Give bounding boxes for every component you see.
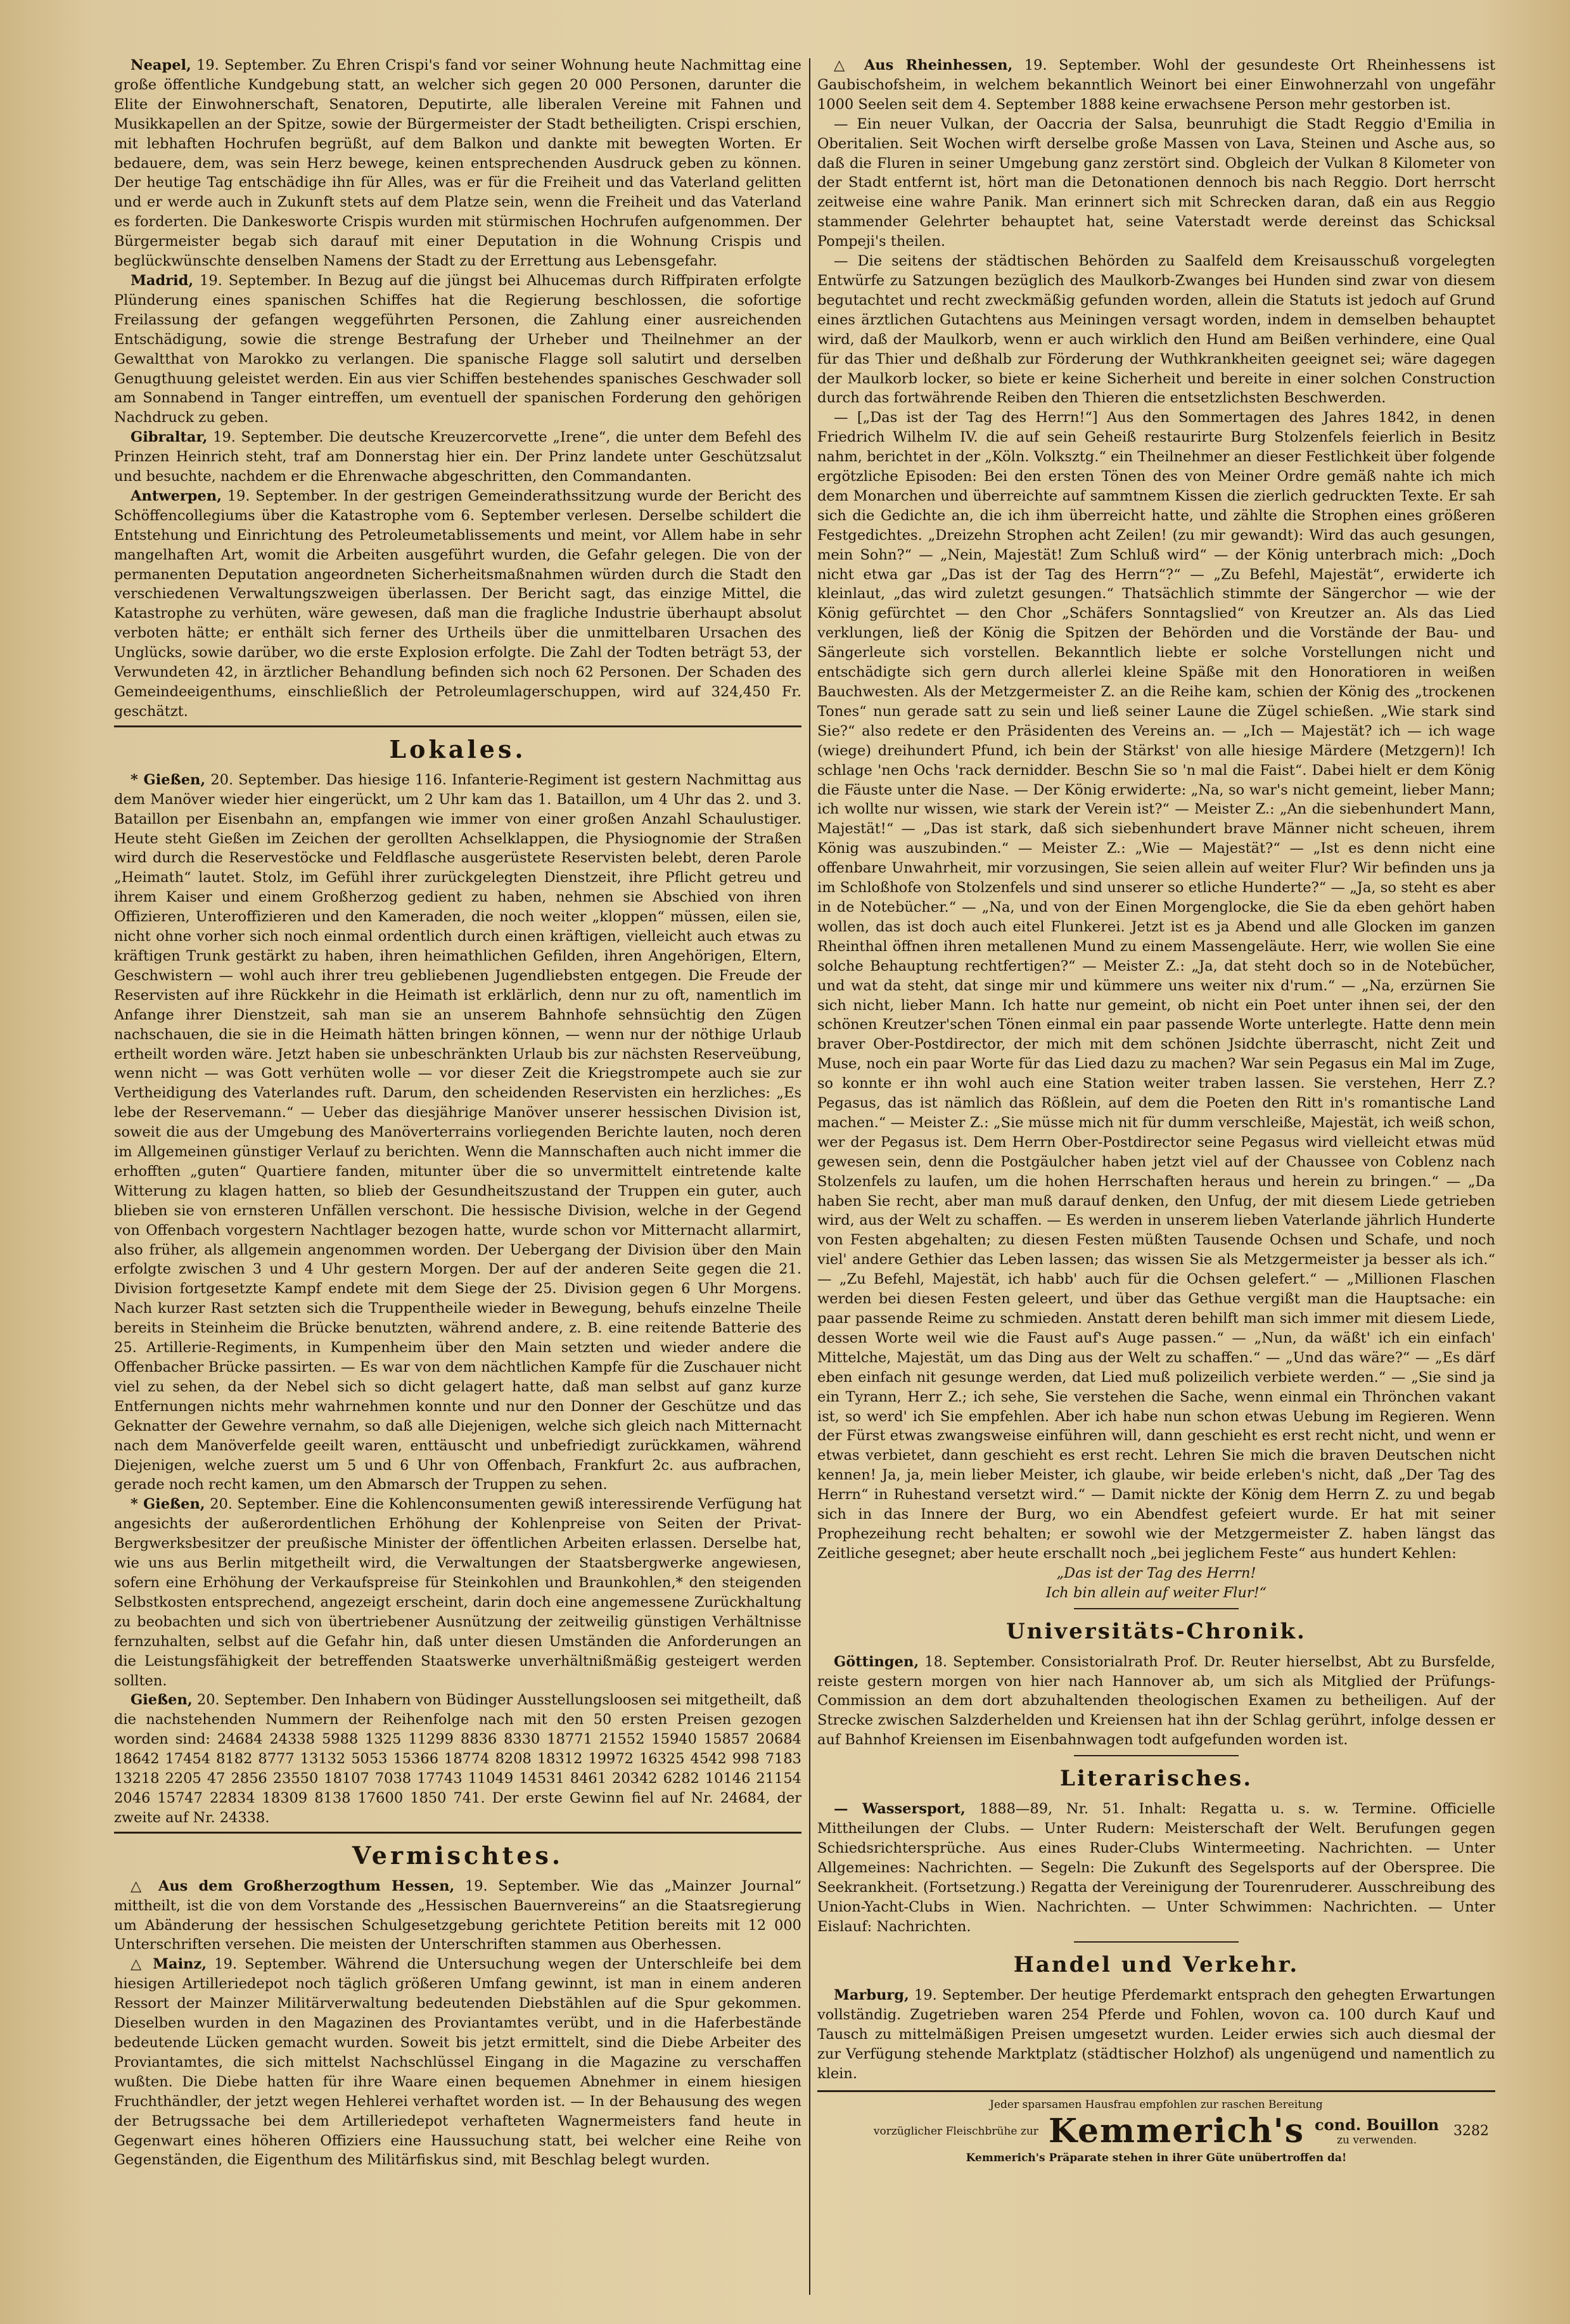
section-rule: [114, 1832, 801, 1834]
handel-section: [817, 1986, 1495, 2084]
left-column: [114, 56, 801, 2261]
article-dateline: △ Aus dem Großherzogthum Hessen,: [131, 1877, 455, 1894]
section-rule: [114, 725, 801, 727]
right-column: [817, 56, 1495, 2261]
article-text: 18. September. Consistorialrath Prof. Dr. Reuter hierselbst, Abt zu Bursfelde, reiste gestern morgen von hier nach Hannover ab, um sich als Mitglied der Prüfungs-Commission an dem dort abzuhaltenden theologischen Examen zu betheiligen. Auf der Strecke zwischen Salzderhelden und Kreiensen hat ihn der Schlag gerührt, infolge dessen er auf Bahnhof Kreiensen im Eisenbahnwagen todt aufgefunden worden ist.: [817, 1653, 1495, 1749]
lokales-heading: Lokales.: [389, 734, 527, 763]
verse-line: Ich bin allein auf weiter Flur!“: [1045, 1584, 1267, 1601]
article-paragraph: [817, 56, 1495, 115]
chronik-heading: Universitäts-Chronik.: [1006, 1618, 1306, 1644]
ad-left-text: vorzüglicher Fleischbrühe zur: [873, 2125, 1038, 2138]
article-paragraph: [114, 487, 801, 722]
article-paragraph: [817, 1652, 1495, 1751]
verse-line: „Das ist der Tag des Herrn!: [1056, 1564, 1256, 1581]
article-paragraph: [817, 252, 1495, 408]
article-paragraph: [114, 428, 801, 487]
vermischtes-heading: Vermischtes.: [352, 1841, 564, 1870]
article-dateline: Neapel,: [131, 57, 191, 73]
article-text: — Die seitens der städtischen Behörden zu Saalfeld dem Kreisausschuß vorgelegten Entwürfe zu Satzungen bezüglich des Maulkorb-Zwanges bei Hunden sind zwar von diesem begutachtet und recht zweckmäßig gefunden worden, allein die Statuts ist jedoch auf Grund eines ärztlichen Gutachtens aus Meiningen versagt worden, indem in demselben behauptet wird, daß der Maulkorb, wenn er auch wirklich den Hund am Beißen verhindere, eine Qual für das Thier und deßhalb zur Förderung der Wuthkrankheiten geeignet sei; wäre dagegen der Maulkorb locker, so biete er keine Sicherheit und bereite in einer solchen Construction durch das fortwährende Reiben den Thieren die entsetzlichsten Beschwerden.: [817, 253, 1495, 407]
article-paragraph: [817, 1799, 1495, 1936]
article-paragraph: [817, 1986, 1495, 2084]
article-paragraph: [817, 115, 1495, 252]
literarisches-section: [817, 1799, 1495, 1936]
article-text: 1888—89, Nr. 51. Inhalt: Regatta u. s. w. Termine. Officielle Mittheilungen der Clubs. — Unter Rudern: Meisterschaft der Welt. Berufungen gegen Schiedsrichtersprüche. Aus eines Ruder-Clubs Wintermeeting. Nachrichten. — Unter Allgemeines: Nachrichten. — Segeln: Die Zukunft des Segelsports auf der Oberspree. Die Seekrankheit. (Fortsetzung.) Regatta der Vereinigung der Tourenruderer. Ausschreibung des Union-Yacht-Clubs in Wien. Nachrichten. — Unter Schwimmen: Nachrichten. — Unter Eislauf: Nachrichten.: [817, 1801, 1495, 1935]
ad-right-top: cond. Bouillon: [1314, 2116, 1439, 2134]
ad-right-bottom: zu verwenden.: [1337, 2134, 1417, 2147]
section-rule: [1074, 1941, 1239, 1943]
article-text: 19. September. Die deutsche Kreuzercorvette „Irene“, die unter dem Befehl des Prinzen Heinrich steht, traf am Donnerstag hier ein. Der Prinz landete unter Geschützsalut und besuchte, nachdem er die Ehrenwache abgeschritten, den Commandanten.: [114, 429, 801, 485]
article-text: 19. September. Während die Untersuchung wegen der Unterschleife bei dem hiesigen Artilleriedepot noch täglich größeren Umfang gewinnt, ist man in einem anderen Ressort der Mainzer Militärverwaltung bedeutenden Diebstählen auf die Spur gekommen. Dieselben wurden in den Magazinen des Proviantamtes verübt, und in die Haferbestände bedeutende Lücken gemacht wurden. Soweit bis jetzt ermittelt, sind die Diebe Arbeiter des Proviantamtes, die sich mittelst Nachschlüssel Eingang in die Magazine zu verschaffen wußten. Die Diebe hatten für ihre Waare einen bequemen Abnehmer in einem hiesigen Fruchthändler, der jetzt wegen Hehlerei verhaftet worden ist. — In der Behausung des wegen der Betrugssache bei dem Artilleriedepot verhafteten Wagnermeisters fand heute in Gegenwart eines höheren Offiziers eine Haussuchung statt, bei welcher eine Reihe von Gegenständen, die Eigenthum des Militärfiskus sind, mit Beschlag belegt wurden.: [114, 1956, 801, 2169]
article-dateline: Gießen,: [131, 1692, 193, 1709]
column-divider: [809, 58, 810, 2295]
article-text: 19. September. In der gestrigen Gemeinderathssitzung wurde der Bericht des Schöffencollegiums über die Katastrophe vom 6. September verlesen. Derselbe schildert die Entstehung und Einrichtung des Petroleumetablissements und meint, vor Allem habe in sehr mangelhaften Art, womit die Arbeiten ausgeführt wurden, die Gefahr gelegen. Die von der permanenten Deputation angeordneten Sicherheitsmaßnahmen würden durch die Stadt den verschiedenen Verwaltungszweigen überlassen. Der Bericht sagt, das einzige Mittel, die Katastrophe zu verhüten, wäre gewesen, daß man die fragliche Industrie überhaupt absolut verboten hätte; er enthält sich ferner des Urtheils über die unmittelbaren Ursachen des Unglücks, sowie darüber, wo die erste Explosion erfolgte. Die Zahl der Todten beträgt 53, der Verwundeten 42, in ärztlicher Behandlung befinden sich noch 62 Personen. Der Schaden des Gemeindeeigenthums, einschließlich der Petroleumlagerschuppen, wird auf 324,450 Fr. geschätzt.: [114, 487, 801, 720]
article-text: 20. September. Den Inhabern von Büdinger Ausstellungsloosen sei mitgetheilt, daß die nachstehenden Nummern der Reihenfolge nach mit den 50 ersten Preisen gezogen worden sind: 24684 24338 5988 1325 11299 8836 8330 18771 21552 15940 15857 20684 18642 17454 8182 8777 13132 5053 15366 18774 8208 18312 19972 16325 4542 998 7183 13218 2205 47 2856 23550 18107 7038 17743 11049 14531 8461 20342 6282 10146 21154 2046 15747 22834 18309 8138 17600 1850 741. Der erste Gewinn fiel auf Nr. 24684, der zweite auf Nr. 24338.: [114, 1692, 801, 1826]
article-dateline: Göttingen,: [834, 1653, 919, 1670]
handel-heading: Handel und Verkehr.: [1013, 1952, 1299, 1978]
ad-bottom-line: Kemmerich's Präparate stehen in ihrer Güte unübertroffen da!: [966, 2152, 1347, 2164]
article-text: — Ein neuer Vulkan, der Oaccria der Salsa, beunruhigt die Stadt Reggio d'Emilia in Oberitalien. Seit Wochen wirft derselbe große Massen von Lava, Steinen und Asche aus, so daß die Fluren in seiner Umgebung ganz zerstört sind. Obgleich der Vulkan 8 Kilometer von der Stadt entfernt ist, hört man die Detonationen dennoch bis nach Reggio. Dort herrscht zeitweise eine wahre Panik. Man erinnert sich mit Schrecken daran, daß ein aus Reggio stammender Gelehrter behauptet hat, seine Vaterstadt werde dereinst das Schicksal Pompeji's theilen.: [817, 115, 1495, 250]
kemmerich-advertisement: [817, 2090, 1495, 2167]
article-text: — [„Das ist der Tag des Herrn!“] Aus den Sommertagen des Jahres 1842, in denen Friedrich Wilhelm IV. die auf sein Geheiß restaurirte Burg Stolzenfels feierlich in Besitz nahm, berichtet in der „Köln. Volksztg.“ ein Theilnehmer an dieser Festlichkeit über folgende ergötzliche Episoden: Bei den ersten Tönen des von Meiner Ordre gemäß nahte ich mich dem Monarchen und überreichte auf sammtnem Kissen die zierlich gedruckten Texte. Er sah sich die Gedichte an, die ich ihm überreicht hatte, und zählte die Strophen eines größeren Festgedichtes. „Dreizehn Strophen acht Zeilen! (zu mir gewandt): Wird das auch gesungen, mein Sohn?“ — „Nein, Majestät! Zum Schluß wird“ — der König unterbrach mich: „Doch nicht etwa gar „Das ist der Tag des Herrn“?“ — „Zu Befehl, Majestät“, erwiderte ich kleinlaut, „das wird zuletzt gesungen.“ Thatsächlich stimmte der Sängerchor — wie der König gefürchtet — den Chor „Schäfers Sonntagslied“ von Kreutzer an. Als das Lied verklungen, ließ der König die Spitzen der Behörden und die Vorstände der Bau- und Sängerleute sich vorstellen. Bekanntlich liebte er solche Vorstellungen nicht und entschädigte sich gern durch allerlei kleine Späße mit den Honoratioren in weißen Bauchwesten. Als der Metzgermeister Z. an die Reihe kam, schien der König des „trockenen Tones“ nun gerade satt zu sein und ließ seiner Laune die Zügel schießen. „Wie stark sind Sie?“ also redete er den Präsidenten des Vereins an. — „Ich — Majestät? ich — ich wage (wiege) dreihundert Pfund, ich bein der Stärkst' von alle hiesige Märdere (Metzgern)! Ich schlage 'nen Ochs 'rack dernidder. Beschn Sie so 'n mal die Faist“. Dabei hielt er dem König die Fäuste unter die Nase. — Der König erwiderte: „Na, so war's nicht gemeint, lieber Mann; ich wollte nur wissen, wie stark der Verein ist?“ — Meister Z.: „An die siebenhundert Mann, Majestät!“ — „Das ist stark, daß sich siebenhundert brave Männer nicht scheuen, ihrem König was auszubinden.“ — Meister Z.: „Wie — Majestät?“ — „Ist es denn nicht eine offenbare Unwahrheit, mir vorzusingen, Sie seien allein auf weiter Flur? Wir befinden uns ja im Schloßhofe von Stolzenfels und sind unserer so etliche Hunderte?“ — „Ja, so steht es aber in de Notebücher.“ — „Na, und von der Einen Morgenglocke, die Sie da eben gehört haben wollen, das ist doch auch eitel Flunkerei. Jetzt ist es ja Abend und alle Glocken im ganzen Rheinthal öffnen ihren metallenen Mund zu einem Massengeläute. Herr, wie wollen Sie eine solche Behauptung rechtfertigen?“ — Meister Z.: „Ja, dat steht doch so in de Notebücher, und wat da steht, dat singe mir und kümmere uns weiter nix d'rum.“ — „Na, erzürnen Sie sich nicht, lieber Mann. Ich hatte nur gemeint, ob nicht ein Poet unter ihnen sei, der den schönen Kreutzer'schen Tönen einmal ein paar passende Worte unterlegte. Hatte denn mein braver Ober-Postdirector, der mich mit dem schönen Jsidchte überrascht, nicht Zeit und Muse, noch ein paar Worte für das Lied dazu zu machen? War sein Pegasus ein Mal im Zuge, so konnte er ihn wohl auch eine Station weiter traben lassen. Sie verstehen, Herr Z.? Pegasus, das ist nämlich das Rößlein, auf dem die Poeten den Ritt in's romantische Land machen.“ — Meister Z.: „Sie müsse mich nit für dumm verschleiße, Majestät, ich weiß schon, wer der Pegasus ist. Dem Herrn Ober-Postdirector seine Pegasus wird vielleicht etwas müd gewesen sein, denn die Postgäulcher haben jetzt viel auf der Chaussee von Coblenz nach Stolzenfels zu laufen, um die hohen Herrschaften heraus und herein zu bringen.“ — „Da haben Sie recht, aber man muß darauf denken, den Unfug, der mit diesem Liede getrieben wird, aus der Welt zu schaffen. — Es werden in unserem lieben Vaterlande jährlich Hunderte von Festen abgehalten; zu diesen Festen müßten Tausende Ochsen und Schafe, und noch viel' andere Gethier das Leben lassen; das wissen Sie als Metzgermeister ja besser als ich.“ — „Zu Befehl, Majestät, ich habb' auch für die Ochsen gelefert.“ — „Millionen Flaschen werden bei diesen Festen geleert, und über das Gethue vergißt man die Hauptsache: ein paar passende Reime zu schmieden. Anstatt deren behilft man sich immer mit diesem Liede, dessen Worte weil wie die Faust auf's Auge passen.“ — „Nun, da wäßt' ich ein einfach' Mittelche, Majestät, um das Ding aus der Welt zu schaffen.“ — „Und das wäre?“ — „Es därf eben einfach nit gesunge werden, dat Lied muß polizeilich verbiete werden.“ — „Sie sind ja ein Tyrann, Herr Z.; ich sehe, Sie verstehen die Sache, wenn einmal ein Thrönchen vakant ist, so werd' ich Sie empfehlen. Aber ich habe nun schon etwas Uebung im Regieren. Wenn der Fürst etwas zwangsweise einführen will, dann geschieht es erst recht nicht, und wenn er etwas verbietet, dann geschieht es erst recht. Lehren Sie mich die braven Deutschen nicht kennen! Ja, ja, mein lieber Meister, ich glaube, wir beide erleben's nicht, daß „Der Tag des Herrn“ in Ruhestand versetzt wird.“ — Damit nickte der König dem Herrn Z. zu und begab sich in das Innere der Burg, wo ein Abendfest gefeiert wurde. Er hat mit seiner Prophezeihung recht behalten; er sowohl wie der Metzgermeister Z. haben längst das Zeitliche gesegnet; aber heute erschallt noch „bei jeglichem Feste“ aus hundert Kehlen:: [817, 409, 1495, 1562]
article-dateline: * Gießen,: [131, 771, 206, 788]
ad-right-text: [1315, 2116, 1439, 2147]
article-dateline: * Gießen,: [131, 1496, 205, 1513]
article-text: 19. September. Der heutige Pferdemarkt entsprach den gehegten Erwartungen vollständig. Zugetrieben waren 254 Pferde und Fohlen, wovon ca. 100 durch Kauf und Tausch zu mittelmäßigen Preisen umgesetzt wurden. Leider erwies sich auch diesmal der zur Verfügung stehende Marktplatz (städtischer Holzhof) als ungenügend und namentlich zu klein.: [817, 1987, 1495, 2083]
article-paragraph: [817, 408, 1495, 1563]
article-text: 19. September. In Bezug auf die jüngst bei Alhucemas durch Riffpiraten erfolgte Plünderung eines spanischen Schiffes hat die Regierung beschlossen, die sofortige Freilassung der gefangen weggeführten Personen, die Zahlung einer ausreichenden Entschädigung, sowie die strenge Bestrafung der Urheber und Theilnehmer an der Gewaltthat von Marokko zu verlangen. Die spanische Flagge soll salutirt und derselben Genugthuung geleistet werden. Ein aus vier Schiffen bestehendes spanisches Geschwader soll am Sonnabend in Tanger eintreffen, um eventuell der spanischen Forderung den gehörigen Nachdruck zu geben.: [114, 272, 801, 426]
literarisches-heading: Literarisches.: [1059, 1766, 1253, 1792]
article-paragraph: [114, 271, 801, 428]
section-rule: [1074, 1755, 1239, 1756]
article-text: 19. September. Zu Ehren Crispi's fand vor seiner Wohnung heute Nachmittag eine große öffentliche Kundgebung statt, an welcher sich gegen 20 000 Personen, darunter die Elite der Einwohnerschaft, Senatoren, Deputirte, alle liberalen Vereine mit Fahnen und Musikkapellen an der Spitze, sowie der Bürgermeister der Stadt betheiligten. Crispi erschien, mit lebhaften Hochrufen begrüßt, auf dem Balkon und dankte mit bewegten Worten. Er bedauere, dem, was sein Herz bewege, keinen entsprechenden Ausdruck geben zu können. Der heutige Tag entschädige ihn für Alles, was er für die Freiheit und das Vaterland gelitten und er werde auch in Zukunft stets auf dem Platze sein, wenn die Freiheit und das Vaterland es forderten. Die Dankesworte Crispis wurden mit stürmischen Hochrufen aufgenommen. Der Bürgermeister begab sich darauf mit einer Deputation in die Wohnung Crispis und beglückwünschte denselben Namens der Stadt zu der Errettung aus Lebensgefahr.: [114, 57, 801, 270]
article-dateline: Antwerpen,: [131, 487, 222, 504]
article-paragraph: [114, 1877, 801, 1955]
song-verse: [817, 1564, 1495, 1603]
vermischtes-continued-section: [817, 56, 1495, 1564]
article-dateline: △ Mainz,: [131, 1956, 207, 1973]
article-dateline: Marburg,: [834, 1987, 909, 2004]
article-paragraph: [114, 56, 801, 271]
article-dateline: — Wassersport,: [834, 1801, 966, 1818]
article-text: 20. September. Eine die Kohlenconsumenten gewiß interessirende Verfügung hat angesichts der außerordentlichen Erhöhung der Kohlenpreise von Seiten der Privat-Bergwerksbesitzer der preußische Minister der öffentlichen Arbeiten erlassen. Derselbe hat, wie uns aus Berlin mitgetheilt wird, die Verwaltungen der Staatsbergwerke angewiesen, sofern eine Erhöhung der Verkaufspreise für Steinkohlen und Braunkohlen,* den steigenden Selbstkosten entsprechend, angezeigt erscheint, darin doch eine angemessene Zurückhaltung zu beobachten und sich von übertriebener Ausnützung der zeitweilig günstigen Verhältnisse fernzuhalten, selbst auf die Gefahr hin, daß unter diesen Umständen die Anforderungen an die Leistungsfähigkeit der betreffenden Staatswerke unverhältnißmäßig gesteigert werden sollten.: [114, 1496, 801, 1689]
article-paragraph: [114, 770, 801, 1495]
article-paragraph: [114, 1495, 801, 1690]
politics-section: [114, 56, 801, 722]
section-rule: [1074, 1608, 1239, 1609]
vermischtes-section: [114, 1877, 801, 2171]
ad-number: 3282: [1453, 2123, 1489, 2139]
article-paragraph: [114, 1955, 801, 2170]
article-dateline: △ Aus Rheinhessen,: [834, 57, 1013, 73]
article-paragraph: [114, 1690, 801, 1827]
article-text: 19. September. Wie das „Mainzer Journal“ mittheilt, ist die von dem Vorstande des „Hessischen Bauernvereins“ an die Staatsregierung um Abänderung der hessischen Schulgesetzgebung gerichtete Petition bereits mit 12 000 Unterschriften versehen. Die meisten der Unterschriften stammen aus Oberhessen.: [114, 1877, 801, 1953]
article-dateline: Gibraltar,: [131, 429, 208, 446]
article-dateline: Madrid,: [131, 272, 194, 289]
ad-top-line: Jeder sparsamen Hausfrau empfohlen zur raschen Bereitung: [990, 2098, 1323, 2111]
article-text: 19. September. Wohl der gesundeste Ort Rheinhessens ist Gaubischofsheim, in welchem bekanntlich Weinort bei einer Einwohnerzahl von ungefähr 1000 Seelen seit dem 4. September 1888 keine erwachsene Person mehr gestorben ist.: [817, 57, 1495, 113]
article-text: 20. September. Das hiesige 116. Infanterie-Regiment ist gestern Nachmittag aus dem Manöver wieder hier eingerückt, um 2 Uhr kam das 1. Bataillon, um 4 Uhr das 2. und 3. Bataillon per Eisenbahn an, empfangen wie immer von einer großen Anzahl Schaulustiger. Heute steht Gießen im Zeichen der gerollten Achselklappen, die Physiognomie der Straßen wird durch die Reservestöcke und Feldflasche ausgerüstete Reservisten belebt, deren Parole „Heimath“ lautet. Stolz, im Gefühl ihrer zurückgelegten Dienstzeit, ihre Pflicht getreu und ihrem Kaiser und einem Großherzog gedient zu haben, nehmen sie Abschied von ihren Offizieren, Unteroffizieren und den Kameraden, die noch weiter „kloppen“ müssen, eilen sie, nicht ohne vorher sich noch einmal ordentlich durch einen kräftigen, vielleicht auch etwas zu kräftigen Trunk gestärkt zu haben, ihren heimathlichen Gefilden, ihren Angehörigen, Eltern, Geschwistern — wohl auch ihrer treu gebliebenen Jugendliebsten entgegen. Die Freude der Reservisten auf ihre Rückkehr in die Heimath ist erklärlich, denn nur zu oft, namentlich im Anfange ihrer Dienstzeit, sah man sie an unserem Bahnhofe sehnsüchtig den Zügen nachschauen, die sie in die Heimath hätten bringen können, — wenn nur der nöthige Urlaub ertheilt worden wäre. Jetzt haben sie unbeschränkten Urlaub bis zur nächsten Reserveübung, wenn nicht — was Gott verhüten wolle — vor dieser Zeit die Kriegstrompete auch sie zur Vertheidigung des Vaterlandes ruft. Darum, den scheidenden Reservisten ein herzliches: „Es lebe der Reservemann.“ — Ueber das diesjährige Manöver unserer hessischen Division ist, soweit die aus der Umgebung des Manöverterrains vorliegenden Berichte lauten, noch deren im Allgemeinen günstiger Verlauf zu berichten. Wenn die Mannschaften auch nicht immer die erhofften „guten“ Quartiere fanden, mitunter über die so unvermittelt eintretende kalte Witterung zu klagen hatten, so blieb der Gesundheitszustand der Truppen ein guter, auch blieben sie von ernsteren Unfällen verschont. Die hessische Division, welche in der Gegend von Offenbach vorgestern Nachtlager bezogen hatte, wurde schon vor Mitternacht allarmirt, also früher, als allgemein angenommen worden. Der Uebergang der Division über den Main erfolgte zwischen 3 und 4 Uhr gestern Morgen. Der auf der anderen Seite gegen die 21. Division fortgesetzte Kampf endete mit dem Siege der 25. Division gegen 6 Uhr Morgens. Nach kurzer Rast setzten sich die Truppentheile wieder in Bewegung, behufs einzelne Theile bereits in Steinheim die Brücke benutzten, während andere, z. B. eine reitende Batterie des 25. Artillerie-Regiments, in Kumpenheim über den Main setzten und wieder andere die Offenbacher Brücke passirten. — Es war von dem nächtlichen Kampfe für die Zuschauer nicht viel zu sehen, da der Nebel sich so dicht gelagert hatte, daß man selbst auf ganz kurze Entfernungen nichts mehr wahrnehmen konnte und nur den Donner der Geschütze und das Geknatter der Gewehre vernahm, so daß alle Diejenigen, welche sich gleich nach Mitternacht nach dem Manöverfelde geeilt waren, enttäuscht und unbefriedigt zurückkamen, während Diejenigen, welche zuerst um 5 und 6 Uhr von Offenbach, Frankfurt 2c. aus aufbrachen, gerade noch recht kamen, um den Abmarsch der Truppen zu sehen.: [114, 771, 801, 1493]
lokales-section: [114, 770, 801, 1828]
ad-main-row: [817, 2114, 1495, 2149]
chronik-section: [817, 1652, 1495, 1751]
ad-brand: Kemmerich's: [1048, 2112, 1305, 2150]
